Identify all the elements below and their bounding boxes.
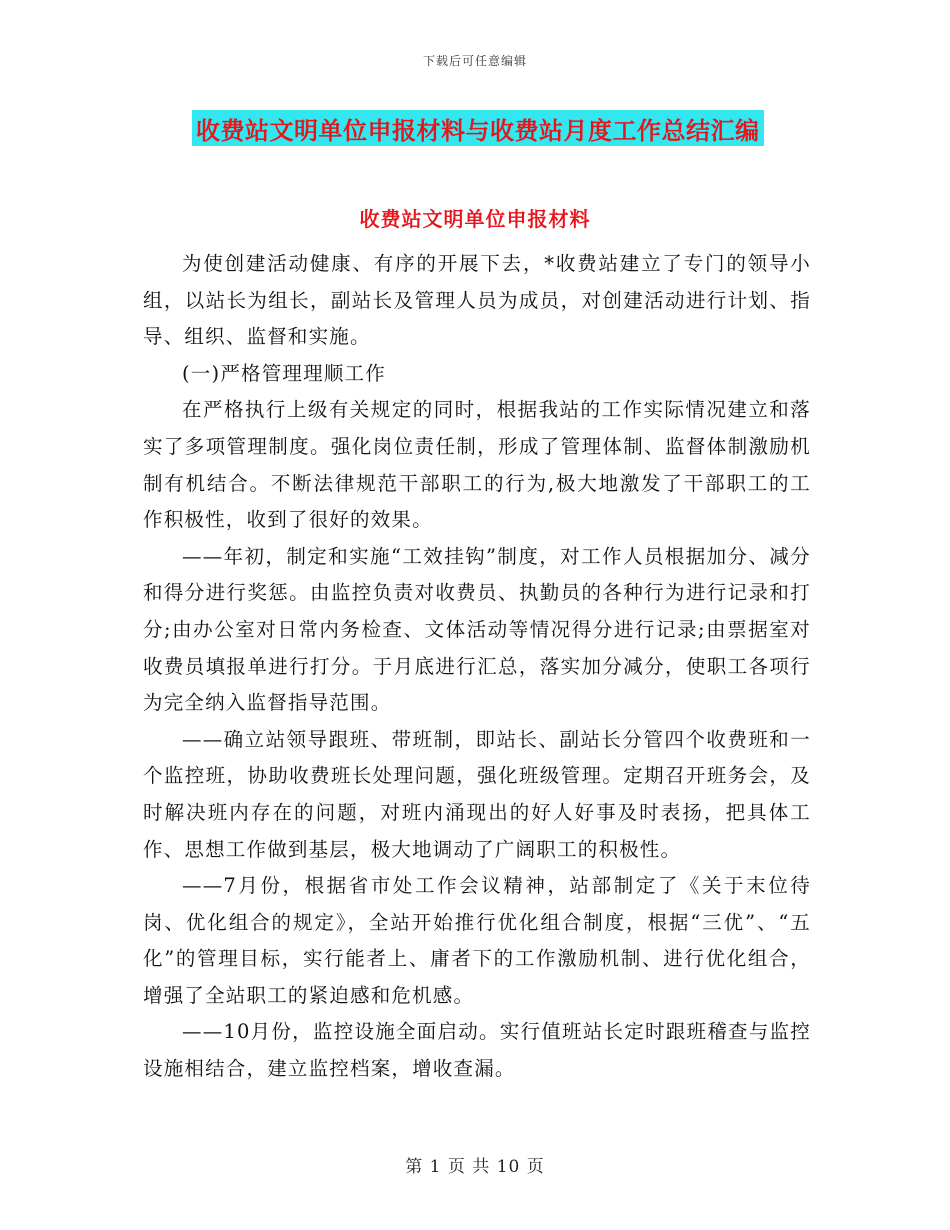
header-note: 下载后可任意编辑 [422,54,527,68]
document-body [143,246,811,1088]
paragraph: 在严格执行上级有关规定的同时，根据我站的工作实际情况建立和落实了多项管理制度。强化岗位责任制，形成了管理体制、监督体制激励机制有机结合。不断法律规范干部职工的行为,极大地激发了干部职工的工作积极性，收到了很好的效果。 [143,398,811,532]
section-title: 收费站文明单位申报材料 [359,207,591,231]
paragraph: ——10月份，监控设施全面启动。实行值班站长定时跟班稽查与监控设施相结合，建立监控档案，增收查漏。 [143,1020,811,1081]
paragraph: ——年初，制定和实施“工效挂钩”制度，对工作人员根据加分、减分和得分进行奖惩。由监控负责对收费员、执勤员的各种行为进行记录和打分;由办公室对日常内务检查、文体活动等情况得分进行记录;由票据室对收费员填报单进行打分。于月底进行汇总，落实加分减分，使职工各项行为完全纳入监督指导范围。 [143,544,811,715]
document-title-highlight [192,110,764,146]
paragraph: ——7月份，根据省市处工作会议精神，站部制定了《关于末位待岗、优化组合的规定》，全站开始推行优化组合制度，根据“三优”、“五化”的管理目标，实行能者上、庸者下的工作激励机制、进行优化组合，增强了全站职工的紧迫感和危机感。 [143,874,811,1007]
paragraph: 为使创建活动健康、有序的开展下去，*收费站建立了专门的领导小组，以站长为组长，副站长及管理人员为成员，对创建活动进行计划、指导、组织、监督和实施。 [143,252,811,349]
page-number: 第 1 页 共 10 页 [405,1157,545,1177]
paragraph: ——确立站领导跟班、带班制，即站长、副站长分管四个收费班和一个监控班，协助收费班长处理问题，强化班级管理。定期召开班务会，及时解决班内存在的问题，对班内涌现出的好人好事及时表扬，把具体工作、思想工作做到基层，极大地调动了广阔职工的积极性。 [143,727,811,861]
subheading: (一)严格管理理顺工作 [182,361,386,385]
document-title: 收费站文明单位申报材料与收费站月度工作总结汇编 [196,116,760,145]
